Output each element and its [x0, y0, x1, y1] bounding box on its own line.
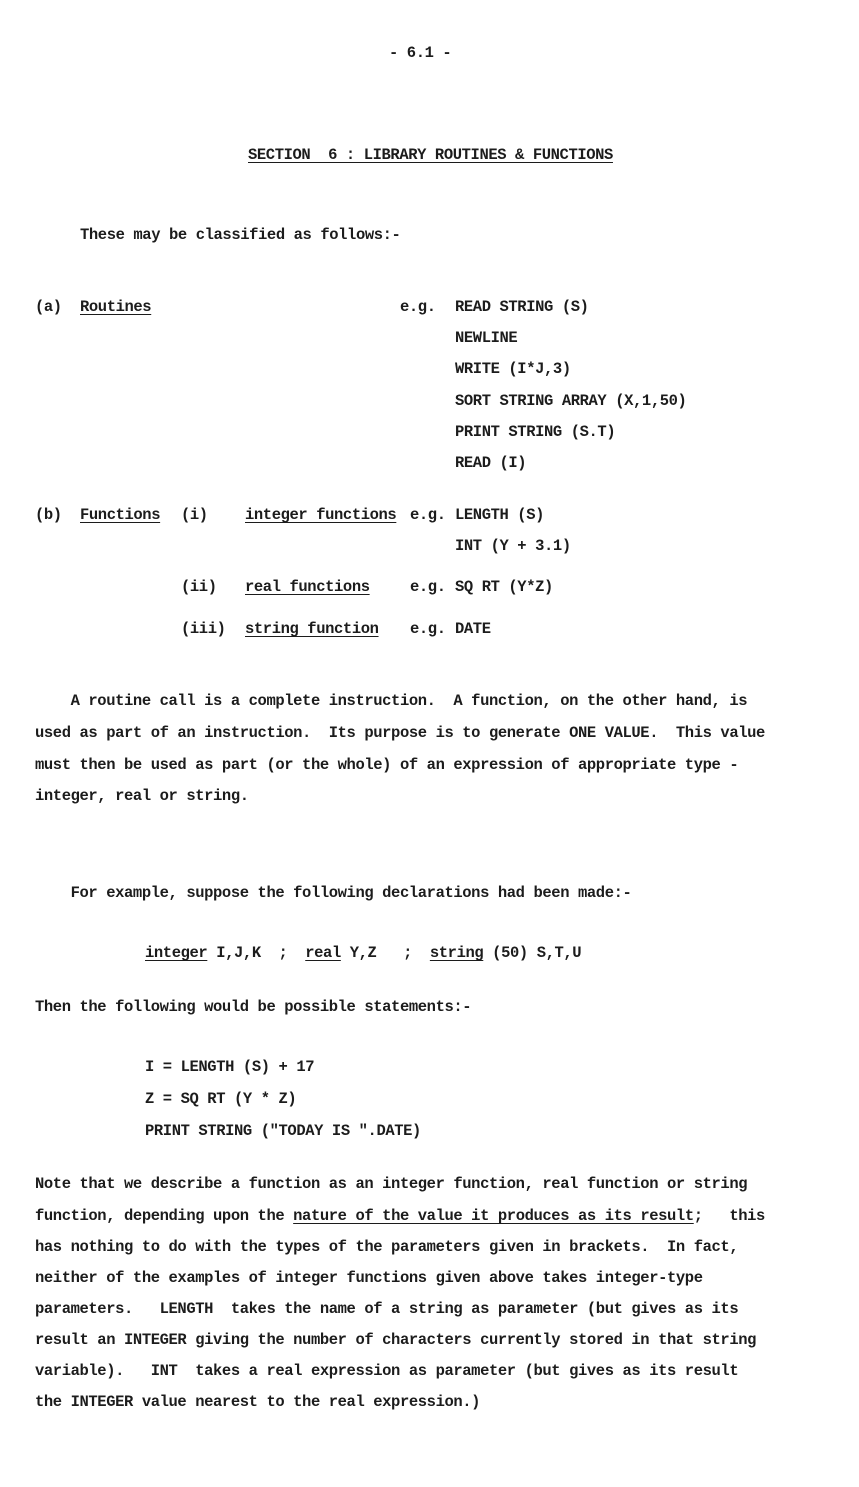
real-keyword: real: [305, 944, 341, 962]
function-example: LENGTH (S): [455, 506, 545, 524]
statement: Z = SQ RT (Y * Z): [145, 1090, 297, 1108]
subtype-label: integer functions: [245, 506, 397, 524]
section-title: SECTION 6 : LIBRARY ROUTINES & FUNCTIONS: [248, 146, 613, 164]
note-line: parameters. LENGTH takes the name of a string as parameter (but gives as its: [35, 1300, 739, 1318]
note-line: result an INTEGER giving the number of characters currently stored in that string: [35, 1331, 757, 1349]
routine-example: READ (I): [455, 454, 527, 472]
declaration: [145, 944, 581, 962]
statement: PRINT STRING ("TODAY IS ".DATE): [145, 1122, 421, 1140]
string-vars: (50) S,T,U: [483, 944, 582, 962]
note-line: variable). INT takes a real expression as parameter (but gives as its result: [35, 1362, 739, 1380]
paragraph-line: integer, real or string.: [35, 787, 249, 805]
note-line: Note that we describe a function as an integer function, real function or string: [35, 1175, 748, 1193]
routines-label: Routines: [80, 298, 152, 316]
subtype-eg: e.g.: [410, 620, 446, 638]
function-example: DATE: [455, 620, 491, 638]
note-line: the INTEGER value nearest to the real expression.): [35, 1393, 481, 1411]
paragraph-line: For example, suppose the following declarations had been made:-: [35, 884, 632, 902]
routines-marker: (a): [35, 298, 62, 316]
paragraph-line: must then be used as part (or the whole) of an expression of appropriate type -: [35, 756, 739, 774]
string-keyword: string: [429, 944, 484, 962]
note-text: function, depending upon the: [35, 1207, 294, 1225]
subtype-eg: e.g.: [410, 506, 446, 524]
function-example: SQ RT (Y*Z): [455, 578, 553, 596]
note-text: ; this: [693, 1207, 765, 1225]
function-example: INT (Y + 3.1): [455, 537, 571, 555]
note-line: [35, 1207, 765, 1225]
paragraph-line: A routine call is a complete instruction. A function, on the other hand, is: [35, 692, 748, 710]
subtype-number: (ii): [181, 578, 217, 596]
routine-example: WRITE (I*J,3): [455, 360, 571, 378]
integer-keyword: integer: [145, 944, 208, 962]
subtype-number: (iii): [181, 620, 226, 638]
routine-example: SORT STRING ARRAY (X,1,50): [455, 392, 687, 410]
real-vars: Y,Z ;: [340, 944, 430, 962]
integer-vars: I,J,K ;: [207, 944, 306, 962]
subtype-label: string function: [245, 620, 379, 638]
intro-text: These may be classified as follows:-: [80, 226, 401, 244]
functions-marker: (b): [35, 506, 62, 524]
paragraph-line: used as part of an instruction. Its purpose is to generate ONE VALUE. This value: [35, 724, 765, 742]
note-line: neither of the examples of integer functions given above takes integer-type: [35, 1269, 703, 1287]
routines-eg: e.g.: [400, 298, 436, 316]
subtype-eg: e.g.: [410, 578, 446, 596]
statement: I = LENGTH (S) + 17: [145, 1058, 315, 1076]
note-line: has nothing to do with the types of the parameters given in brackets. In fact,: [35, 1238, 739, 1256]
note-emphasis: nature of the value it produces as its result: [293, 1207, 694, 1225]
page-number: - 6.1 -: [389, 44, 452, 62]
subtype-label: real functions: [245, 578, 370, 596]
routine-example: NEWLINE: [455, 329, 518, 347]
routine-example: READ STRING (S): [455, 298, 589, 316]
routine-example: PRINT STRING (S.T): [455, 423, 616, 441]
then-line: Then the following would be possible statements:-: [35, 998, 472, 1016]
subtype-number: (i): [181, 506, 208, 524]
functions-label: Functions: [80, 506, 161, 524]
